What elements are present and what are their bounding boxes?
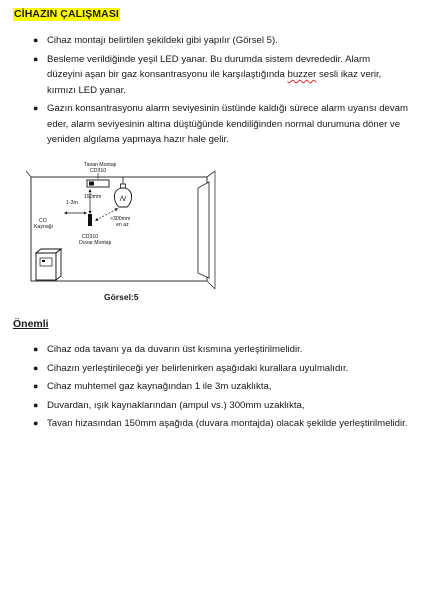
bullet-icon: ● xyxy=(33,381,39,391)
list-item-text: Cihazın yerleştirileceği yer belirlenirken aşağıdaki kurallara uyulmalıdır. xyxy=(47,362,349,374)
distance-1-3m: 1-3m xyxy=(66,200,78,206)
co-label: CO xyxy=(39,218,47,224)
list-item-text-line3: kırmızı LED yanar. xyxy=(47,84,126,96)
installation-diagram xyxy=(26,158,216,293)
list-item-text-line1: Besleme verildiğinde yeşil LED yanar. Bu durumda sistem devrededir. Alarm xyxy=(47,53,371,65)
wall-model-label: CD310 xyxy=(82,234,99,240)
distance-150mm: 150mm xyxy=(84,194,102,200)
list-item-text: Duvardan, ışık kaynaklarından (ampul vs.) 300mm uzaklıkta, xyxy=(47,399,305,411)
important-heading: Önemli xyxy=(13,318,49,330)
list-item xyxy=(13,398,423,414)
list-item xyxy=(13,416,423,432)
list-item-text: Cihaz montajı belirtilen şekildeki gibi yapılır (Görsel 5). xyxy=(47,35,278,46)
list-item-text: Tavan hizasından 150mm aşağıda (duvara montajda) olacak şekilde yerleştirilmelidir. xyxy=(47,418,408,429)
light-bulb-icon xyxy=(114,188,131,207)
list-item xyxy=(13,342,423,358)
operation-list xyxy=(13,33,423,148)
list-item xyxy=(13,361,423,377)
distance-300mm: >300mm xyxy=(110,216,131,222)
list-item xyxy=(13,33,423,49)
important-list xyxy=(13,342,423,432)
bullet-icon: ● xyxy=(33,399,39,410)
distance-300mm-min: en az xyxy=(116,222,129,228)
list-item-text: Cihaz muhtemel gaz kaynağından 1 ile 3m uzaklıkta, xyxy=(47,381,272,392)
list-item xyxy=(13,101,423,148)
bullet-icon: ● xyxy=(33,35,39,45)
list-item-text-line2b: sesli ikaz verir, xyxy=(316,69,382,80)
list-item xyxy=(13,52,423,99)
ceiling-model-label: CD310 xyxy=(90,168,107,174)
boiler-icon xyxy=(36,249,61,280)
list-item xyxy=(13,379,423,395)
bullet-icon: ● xyxy=(33,418,39,428)
list-item-text: Gazın konsantrasyonu alarm seviyesinin üstünde kaldığı sürece alarm uyarısı devam eder, alarm seviyesinin altına düştüğünde kendiliğinden normal durumuna döner ve yeniden algılama yapmaya hazır hale gelir. xyxy=(47,103,409,145)
section-heading: CİHAZIN ÇALIŞMASI xyxy=(14,8,119,20)
spellcheck-word: buzzer xyxy=(287,69,317,80)
ceiling-label: Tavan Montajı xyxy=(84,162,117,168)
bullet-icon: ● xyxy=(33,53,39,64)
wall-detector xyxy=(88,214,92,226)
figure-caption: Görsel:5 xyxy=(104,292,139,302)
bullet-icon: ● xyxy=(33,103,39,113)
co-source-label: Kaynağı xyxy=(34,224,54,230)
wall-mount-label: Duvar Montajı xyxy=(79,240,112,246)
list-item-text-line2a: düzeyini aşan bir gaz konsantrasyonu ile karşılaştığında xyxy=(47,69,288,80)
bullet-icon: ● xyxy=(33,344,39,354)
bullet-icon: ● xyxy=(33,362,39,373)
list-item-text: Cihaz oda tavanı ya da duvarın üst kısmına yerleştirilmelidir. xyxy=(47,344,303,355)
